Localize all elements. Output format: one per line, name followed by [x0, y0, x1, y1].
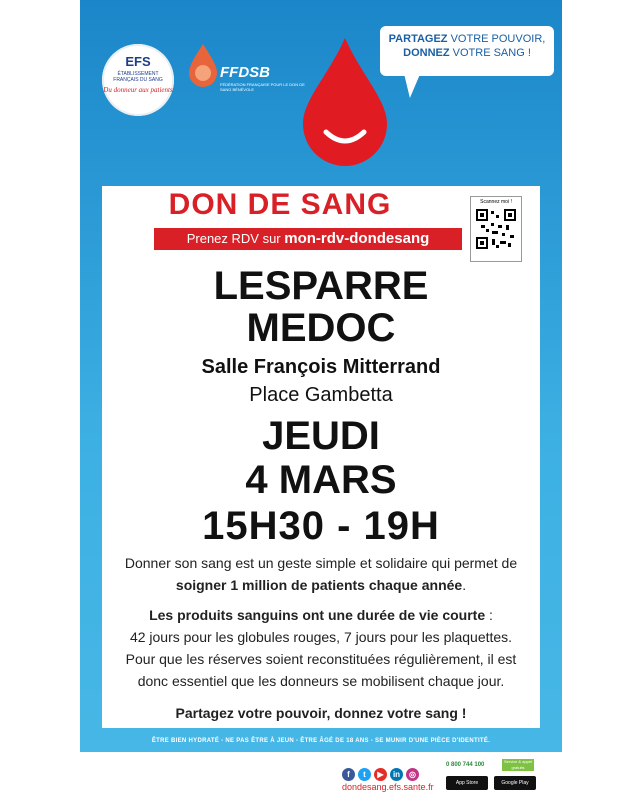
blood-drop-icon [298, 36, 392, 166]
efs-logo [102, 44, 174, 116]
info-card [102, 186, 540, 728]
products-line4: donc essentiel que les donneurs se mobilisent chaque jour. [137, 673, 505, 689]
footer-bar [80, 752, 562, 800]
intro-line2-bold: soigner 1 million de patients chaque année [175, 577, 463, 593]
intro-line1: Donner son sang est un geste simple et solidaire qui permet de [124, 555, 518, 571]
qr-code[interactable] [470, 196, 522, 262]
intro-paragraph [112, 552, 530, 596]
youtube-icon[interactable]: ▶ [374, 768, 387, 781]
bubble-line1-rest: VOTRE POUVOIR, [447, 33, 546, 45]
intro-line2-end: . [462, 577, 467, 593]
facebook-icon[interactable]: f [342, 768, 355, 781]
donor-advice: ÊTRE BIEN HYDRATÉ - NE PAS ÊTRE À JEUN - ÊTRE ÂGÉ DE 18 ANS - SE MUNIR D'UNE PIÈCE D'IDENTITÉ. [151, 738, 491, 744]
city-name-line1: LESPARRE [213, 264, 429, 308]
products-heading: Les produits sanguins ont une durée de vie courte [149, 607, 486, 623]
bubble-line1-bold: PARTAGEZ [388, 33, 448, 45]
app-store-button[interactable]: App Store [446, 776, 488, 790]
poster-title: DON DE SANG [168, 188, 392, 221]
efs-logo-name: EFS [125, 54, 151, 69]
twitter-icon[interactable]: t [358, 768, 371, 781]
phone-number[interactable]: 0 800 744 100 [446, 762, 485, 768]
products-paragraph [112, 604, 530, 692]
speech-bubble [380, 26, 554, 76]
phone-badge: Service & appel gratuits [503, 759, 532, 770]
bubble-line2-rest: VOTRE SANG ! [449, 47, 531, 59]
speech-bubble-tail [400, 74, 420, 98]
website-link[interactable]: dondesang.efs.sante.fr [342, 782, 434, 792]
efs-logo-subtitle: ÉTABLISSEMENT FRANÇAIS DU SANG [113, 71, 163, 83]
social-icons [342, 762, 422, 779]
products-line2: 42 jours pour les globules rouges, 7 jours pour les plaquettes. [129, 629, 513, 645]
products-line3: Pour que les réserves soient reconstituées régulièrement, il est [125, 651, 517, 667]
google-play-button[interactable]: Google Play [494, 776, 536, 790]
venue-place: Place Gambetta [249, 384, 393, 406]
rdv-banner[interactable] [154, 228, 462, 250]
rdv-site-link[interactable]: mon-rdv-dondesang [284, 230, 430, 247]
event-date: 4 MARS [245, 458, 397, 502]
venue-name: Salle François Mitterrand [201, 356, 441, 378]
closing-slogan: Partagez votre pouvoir, donnez votre sang ! [175, 705, 467, 721]
linkedin-icon[interactable]: in [390, 768, 403, 781]
ffdsb-logo-subtitle: FÉDÉRATION FRANÇAISE POUR LE DON DE SANG BÉNÉVOLE [220, 82, 305, 92]
instagram-icon[interactable]: ◎ [406, 768, 419, 781]
bubble-line2-bold: DONNEZ [403, 47, 450, 59]
efs-logo-tagline: Du donneur aux patients [103, 86, 173, 94]
poster [80, 0, 562, 800]
rdv-prefix: Prenez RDV sur [186, 231, 285, 246]
qr-caption: Scannez moi ! [480, 199, 512, 205]
qr-code-icon [476, 209, 516, 249]
city-name-line2: MEDOC [246, 306, 396, 350]
ffdsb-drop-icon [186, 42, 220, 88]
products-heading-colon: : [485, 607, 493, 623]
event-day: JEUDI [262, 414, 380, 458]
event-hours: 15H30 - 19H [202, 504, 440, 548]
ffdsb-logo-name: FFDSB [220, 64, 270, 81]
